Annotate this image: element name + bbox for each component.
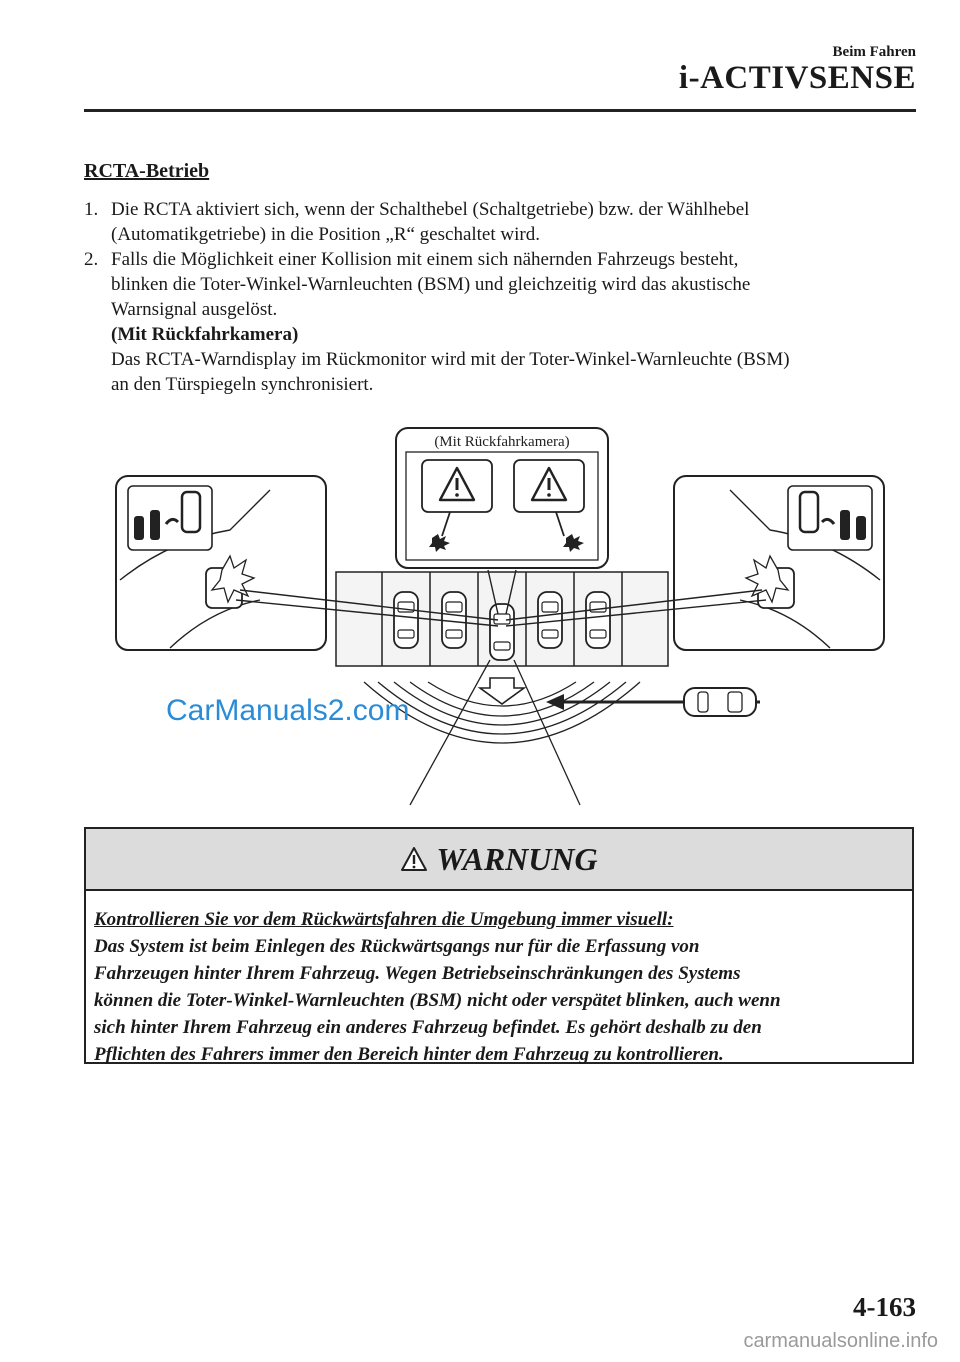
left-mirror-panel: [116, 476, 326, 650]
warning-line: können die Toter-Winkel-Warnleuchten (BSM) nicht oder verspätet blinken, auch wenn: [94, 990, 781, 1011]
step-line: an den Türspiegeln synchronisiert.: [111, 374, 374, 395]
watermark-text: CarManuals2.com: [166, 694, 410, 727]
step-line: Warnsignal ausgelöst.: [111, 299, 278, 320]
footer-watermark: carmanualsonline.info: [743, 1330, 938, 1352]
rear-camera-panel: [396, 428, 608, 568]
rcta-diagram: [110, 420, 890, 810]
page-number: 4-163: [853, 1292, 916, 1322]
warning-title: WARNUNG: [436, 840, 598, 877]
camera-label: (Mit Rückfahrkamera): [434, 434, 570, 450]
step-line: Falls die Möglichkeit einer Kollision mit einem sich nähernden Fahrzeugs besteht,: [111, 249, 739, 270]
step-1: [84, 197, 924, 247]
step-2: [84, 247, 924, 397]
header-rule: [84, 109, 916, 112]
step-line: Das RCTA-Warndisplay im Rückmonitor wird mit der Toter-Winkel-Warnleuchte (BSM): [111, 349, 790, 370]
warning-header: [86, 829, 912, 891]
chapter-label: Beim Fahren: [832, 44, 916, 60]
warning-body: [86, 891, 912, 1068]
warning-line: Fahrzeugen hinter Ihrem Fahrzeug. Wegen Betriebseinschränkungen des Systems: [94, 963, 741, 984]
warning-line: Kontrollieren Sie vor dem Rückwärtsfahren die Umgebung immer visuell:: [94, 909, 674, 930]
step-line: Die RCTA aktiviert sich, wenn der Schalthebel (Schaltgetriebe) bzw. der Wählhebel: [111, 199, 750, 220]
warning-triangle-icon: [400, 846, 428, 872]
camera-subheading: (Mit Rückfahrkamera): [111, 324, 299, 345]
section-title-header: i-ACTIVSENSE: [678, 60, 916, 96]
right-mirror-panel: [674, 476, 884, 650]
warning-box: [84, 827, 914, 1064]
warning-line: Das System ist beim Einlegen des Rückwärtsgangs nur für die Erfassung von: [94, 936, 700, 957]
section-heading: RCTA-Betrieb: [84, 160, 210, 182]
step-number: 2.: [84, 249, 99, 270]
step-line: (Automatikgetriebe) in die Position „R“ geschaltet wird.: [111, 224, 540, 245]
step-line: blinken die Toter-Winkel-Warnleuchten (BSM) und gleichzeitig wird das akustische: [111, 274, 751, 295]
steps-list: [84, 197, 924, 397]
step-number: 1.: [84, 199, 99, 220]
warning-line: Pflichten des Fahrers immer den Bereich hinter dem Fahrzeug zu kontrollieren.: [94, 1044, 724, 1065]
warning-line: sich hinter Ihrem Fahrzeug ein anderes Fahrzeug befindet. Es gehört deshalb zu den: [94, 1017, 762, 1038]
